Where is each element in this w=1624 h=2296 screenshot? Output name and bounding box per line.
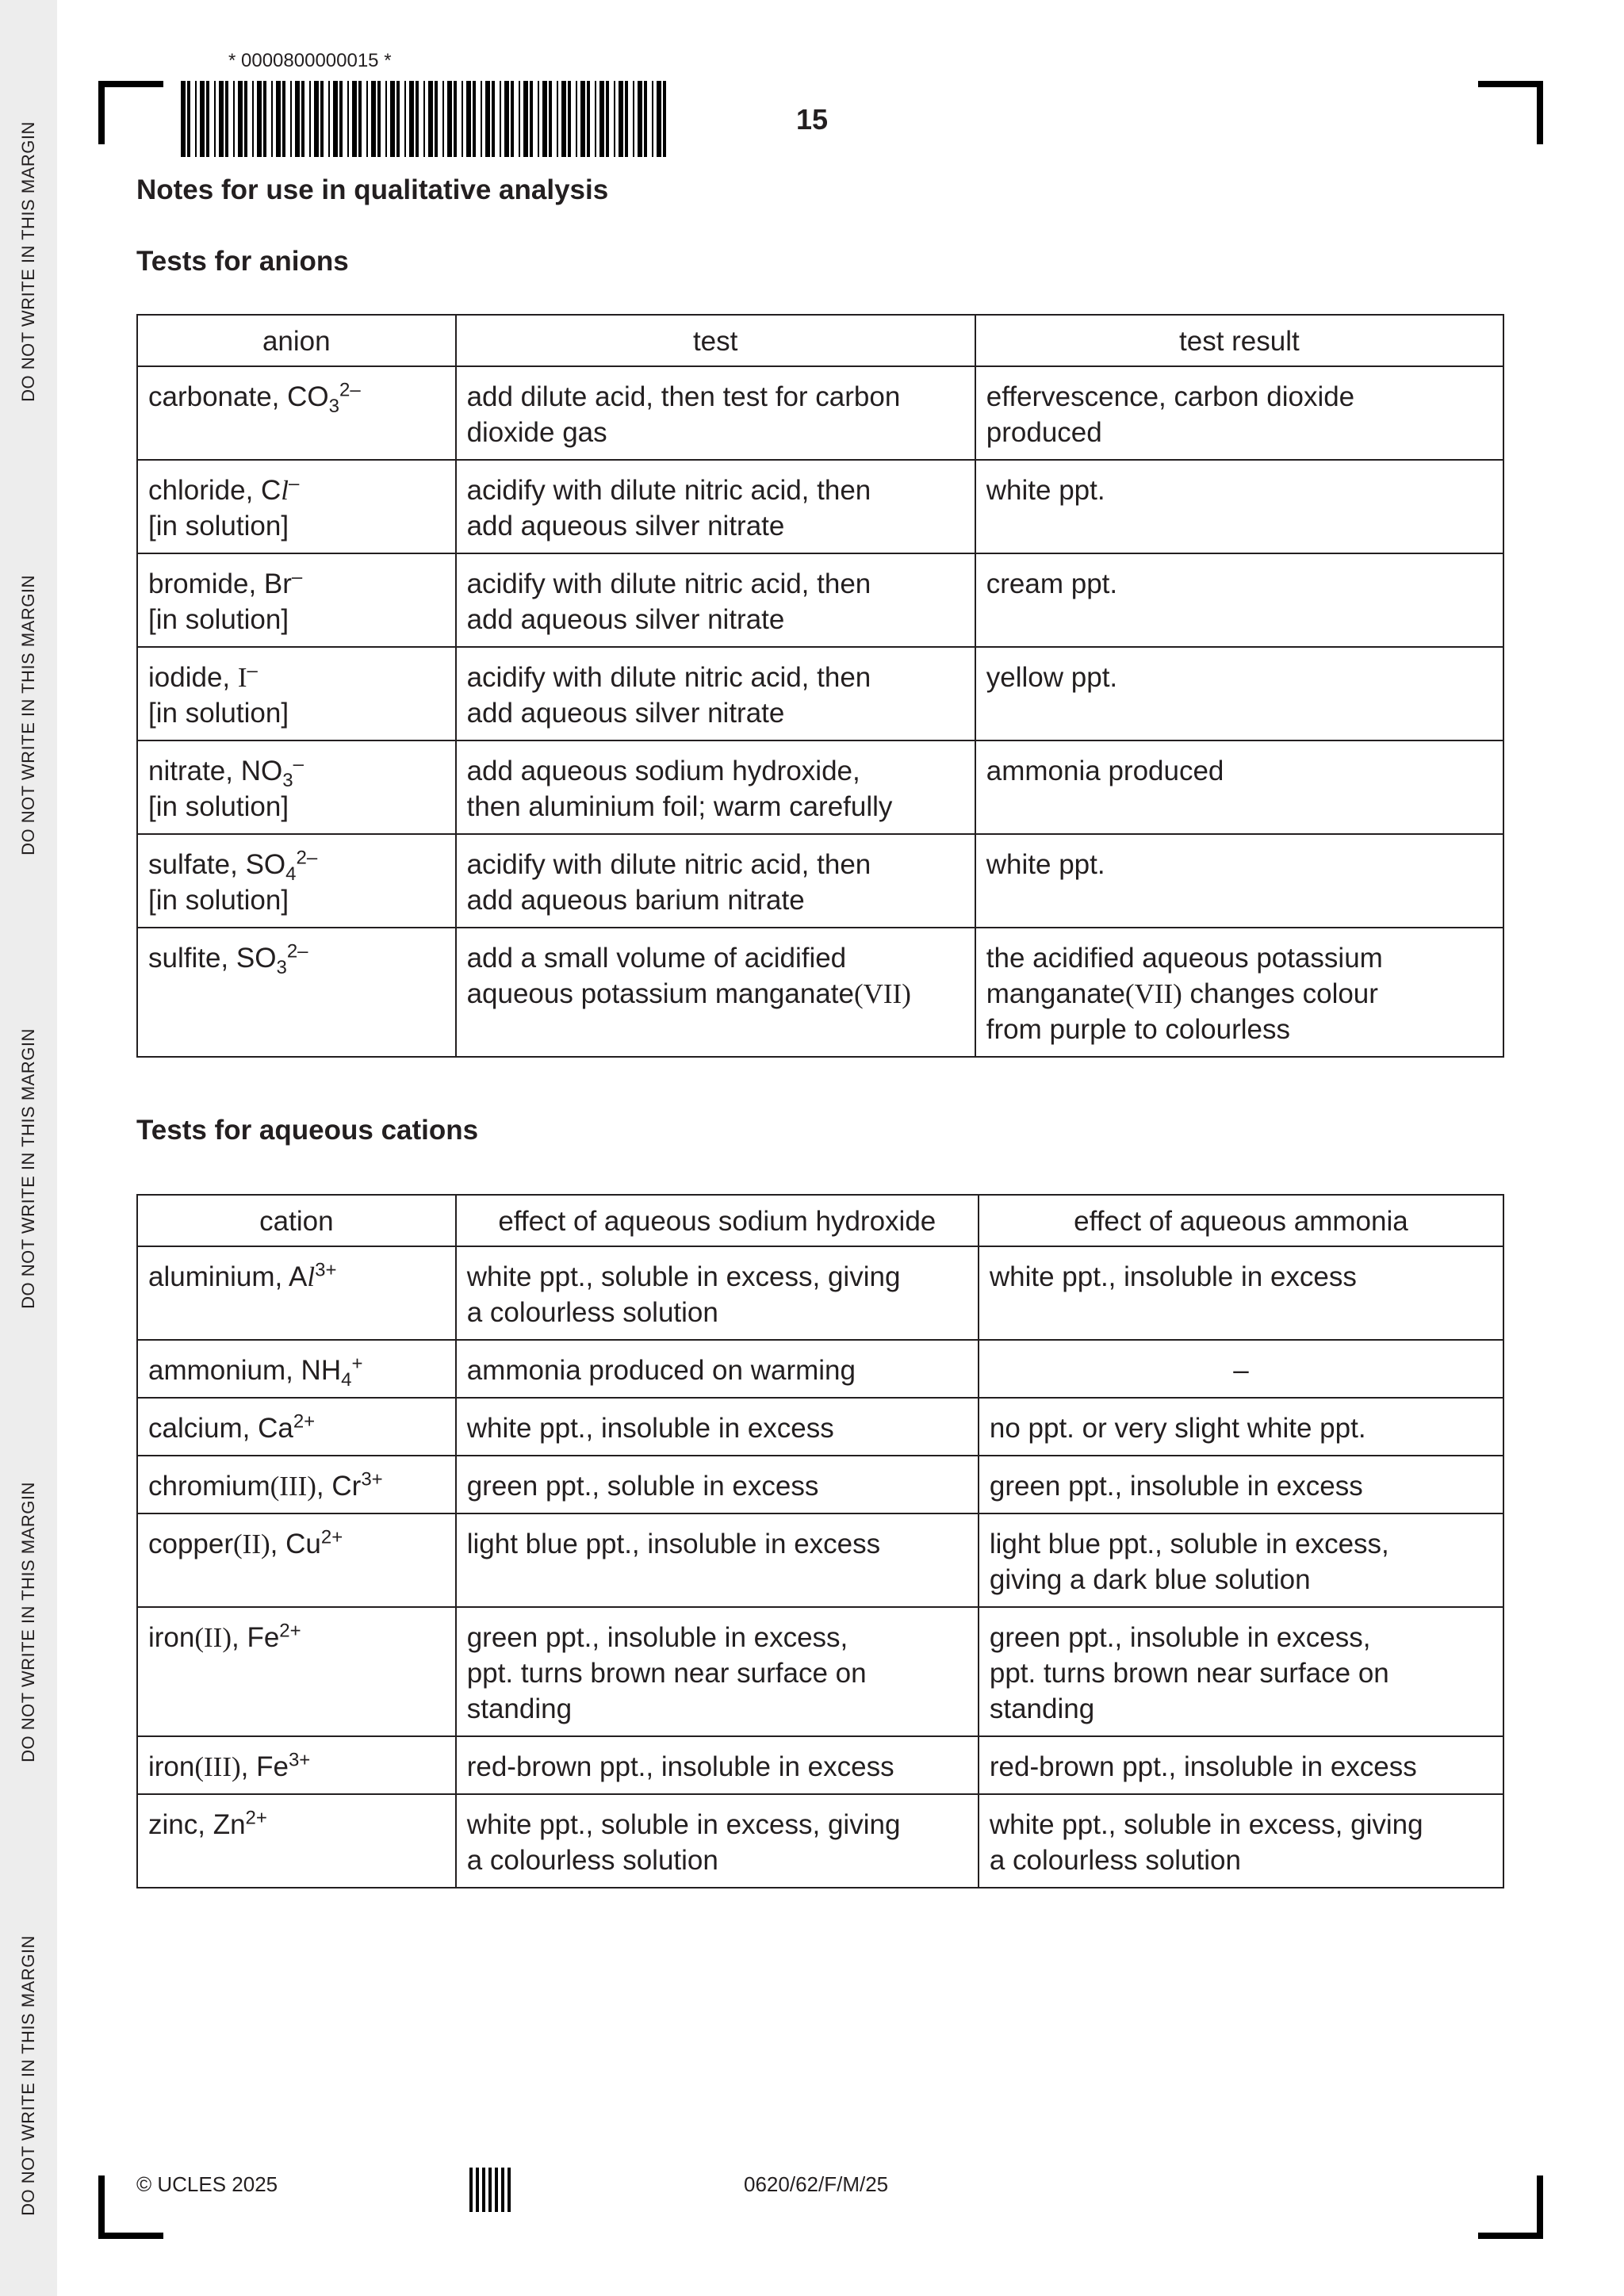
test-cell: add a small volume of acidified aqueous potassium manganate(VII) <box>456 928 975 1057</box>
charge: 2+ <box>320 1526 343 1548</box>
corner-mark <box>1537 81 1543 144</box>
anion-cell: sulfite, $SO_3^{2-}$ <box>137 928 456 1057</box>
charge: 2+ <box>279 1620 301 1642</box>
corner-mark <box>98 2233 163 2239</box>
result-cell: effervescence, carbon dioxide produced <box>975 366 1503 460</box>
ammonia-cell: white ppt., soluble in excess, giving a colourless solution <box>979 1794 1503 1888</box>
anion-cell: chloride, Cl– [in solution] <box>137 460 456 553</box>
subscript: 3 <box>328 396 339 417</box>
qr-code <box>469 2168 514 2212</box>
page-title: Notes for use in qualitative analysis <box>136 174 609 205</box>
ammonia-cell: – <box>979 1340 1503 1398</box>
table-header-row <box>137 315 1503 366</box>
cations-table <box>136 1194 1504 1888</box>
cation-cell: chromium(III), $Cr^{3+}$ <box>137 1456 456 1513</box>
result-cell: white ppt. <box>975 834 1503 928</box>
ammonia-cell: red-brown ppt., insoluble in excess <box>979 1736 1503 1794</box>
table-row <box>137 928 1503 1057</box>
table-row <box>137 647 1503 740</box>
subscript: 3 <box>282 770 293 791</box>
anion-cell: bromide, Br– [in solution] <box>137 553 456 647</box>
charge: 3+ <box>288 1749 311 1771</box>
subscript: 4 <box>285 863 297 885</box>
charge: + <box>351 1353 363 1375</box>
cation-cell: iron(II), $Fe^{2+}$ <box>137 1607 456 1736</box>
charge: – <box>291 566 303 588</box>
barcode-number: * 0000800000015 * <box>228 50 392 71</box>
cation-cell: aluminium, $Al^{3+}$ <box>137 1246 456 1340</box>
barcode <box>181 81 671 157</box>
table-row <box>137 1340 1503 1398</box>
table-row <box>137 1246 1503 1340</box>
naoh-cell: white ppt., soluble in excess, giving a colourless solution <box>456 1246 979 1340</box>
oxidation-state: (III) <box>194 1751 241 1782</box>
test-cell: add aqueous sodium hydroxide, then aluminium foil; warm carefully <box>456 740 975 834</box>
corner-mark <box>1478 2233 1543 2239</box>
table-row <box>137 553 1503 647</box>
cations-heading: Tests for aqueous cations <box>136 1115 479 1146</box>
ion-symbol: I <box>237 662 247 693</box>
cation-cell: zinc, $Zn^{2+}$ <box>137 1794 456 1888</box>
charge: 2– <box>339 379 361 401</box>
anions-table <box>136 314 1504 1058</box>
result-cell: ammonia produced <box>975 740 1503 834</box>
charge: – <box>247 660 258 682</box>
column-header: effect of aqueous ammonia <box>979 1195 1503 1246</box>
subscript: 3 <box>276 957 287 978</box>
ammonia-cell: green ppt., insoluble in excess <box>979 1456 1503 1513</box>
charge: 2+ <box>293 1410 316 1433</box>
naoh-cell: light blue ppt., insoluble in excess <box>456 1513 979 1607</box>
table-row <box>137 1398 1503 1456</box>
test-cell: acidify with dilute nitric acid, then add aqueous silver nitrate <box>456 553 975 647</box>
table-row <box>137 740 1503 834</box>
test-cell: acidify with dilute nitric acid, then add aqueous silver nitrate <box>456 647 975 740</box>
anion-cell: carbonate, $CO_3^{2-}$ <box>137 366 456 460</box>
ammonia-cell: white ppt., insoluble in excess <box>979 1246 1503 1340</box>
cation-cell: calcium, $Ca^{2+}$ <box>137 1398 456 1456</box>
anion-cell: sulfate, $SO_4^{2-}$ [in solution] <box>137 834 456 928</box>
corner-mark <box>98 2175 105 2239</box>
charge: 2– <box>286 940 308 962</box>
column-header: anion <box>137 315 456 366</box>
test-cell: acidify with dilute nitric acid, then add aqueous silver nitrate <box>456 460 975 553</box>
anion-cell: nitrate, $NO_3^-$ [in solution] <box>137 740 456 834</box>
subscript: 4 <box>341 1369 352 1391</box>
ion-symbol: l <box>281 475 289 506</box>
copyright: © UCLES 2025 <box>136 2172 278 2196</box>
charge: 2– <box>296 847 318 869</box>
oxidation-state: (VII) <box>1124 978 1182 1009</box>
table-row <box>137 1736 1503 1794</box>
result-cell: white ppt. <box>975 460 1503 553</box>
oxidation-state: (II) <box>233 1529 270 1559</box>
table-row <box>137 366 1503 460</box>
result-cell: the acidified aqueous potassium manganate(VII) changes colour from purple to colourless <box>975 928 1503 1057</box>
cation-cell: ammonium, $NH_4^+$ <box>137 1340 456 1398</box>
paper-code: 0620/62/F/M/25 <box>744 2172 889 2196</box>
table-row <box>137 834 1503 928</box>
corner-mark <box>98 81 105 144</box>
column-header: cation <box>137 1195 456 1246</box>
cation-cell: iron(III), $Fe^{3+}$ <box>137 1736 456 1794</box>
ion-symbol: l <box>307 1261 316 1292</box>
naoh-cell: white ppt., insoluble in excess <box>456 1398 979 1456</box>
charge: 3+ <box>361 1468 383 1490</box>
column-header: test <box>456 315 975 366</box>
ammonia-cell: light blue ppt., soluble in excess, giving a dark blue solution <box>979 1513 1503 1607</box>
naoh-cell: ammonia produced on warming <box>456 1340 979 1398</box>
result-cell: cream ppt. <box>975 553 1503 647</box>
ammonia-cell: no ppt. or very slight white ppt. <box>979 1398 1503 1456</box>
oxidation-state: (II) <box>194 1622 232 1653</box>
table-row <box>137 460 1503 553</box>
page-number: 15 <box>796 103 829 136</box>
naoh-cell: green ppt., soluble in excess <box>456 1456 979 1513</box>
table-header-row <box>137 1195 1503 1246</box>
oxidation-state: (VII) <box>853 978 911 1009</box>
result-cell: yellow ppt. <box>975 647 1503 740</box>
table-row <box>137 1456 1503 1513</box>
charge: 2+ <box>245 1807 267 1829</box>
naoh-cell: white ppt., soluble in excess, giving a colourless solution <box>456 1794 979 1888</box>
table-row <box>137 1794 1503 1888</box>
test-cell: add dilute acid, then test for carbon dioxide gas <box>456 366 975 460</box>
table-row <box>137 1513 1503 1607</box>
naoh-cell: red-brown ppt., insoluble in excess <box>456 1736 979 1794</box>
charge: – <box>289 473 300 495</box>
naoh-cell: green ppt., insoluble in excess, ppt. turns brown near surface on standing <box>456 1607 979 1736</box>
corner-mark <box>1478 81 1543 87</box>
cation-cell: copper(II), $Cu^{2+}$ <box>137 1513 456 1607</box>
anions-heading: Tests for anions <box>136 246 349 277</box>
oxidation-state: (III) <box>270 1471 316 1502</box>
column-header: test result <box>975 315 1503 366</box>
table-row <box>137 1607 1503 1736</box>
charge: 3+ <box>315 1259 337 1281</box>
charge: – <box>293 753 304 775</box>
anion-cell: iodide, I– [in solution] <box>137 647 456 740</box>
corner-mark <box>98 81 163 87</box>
ammonia-cell: green ppt., insoluble in excess, ppt. turns brown near surface on standing <box>979 1607 1503 1736</box>
corner-mark <box>1537 2175 1543 2239</box>
column-header: effect of aqueous sodium hydroxide <box>456 1195 979 1246</box>
test-cell: acidify with dilute nitric acid, then add aqueous barium nitrate <box>456 834 975 928</box>
